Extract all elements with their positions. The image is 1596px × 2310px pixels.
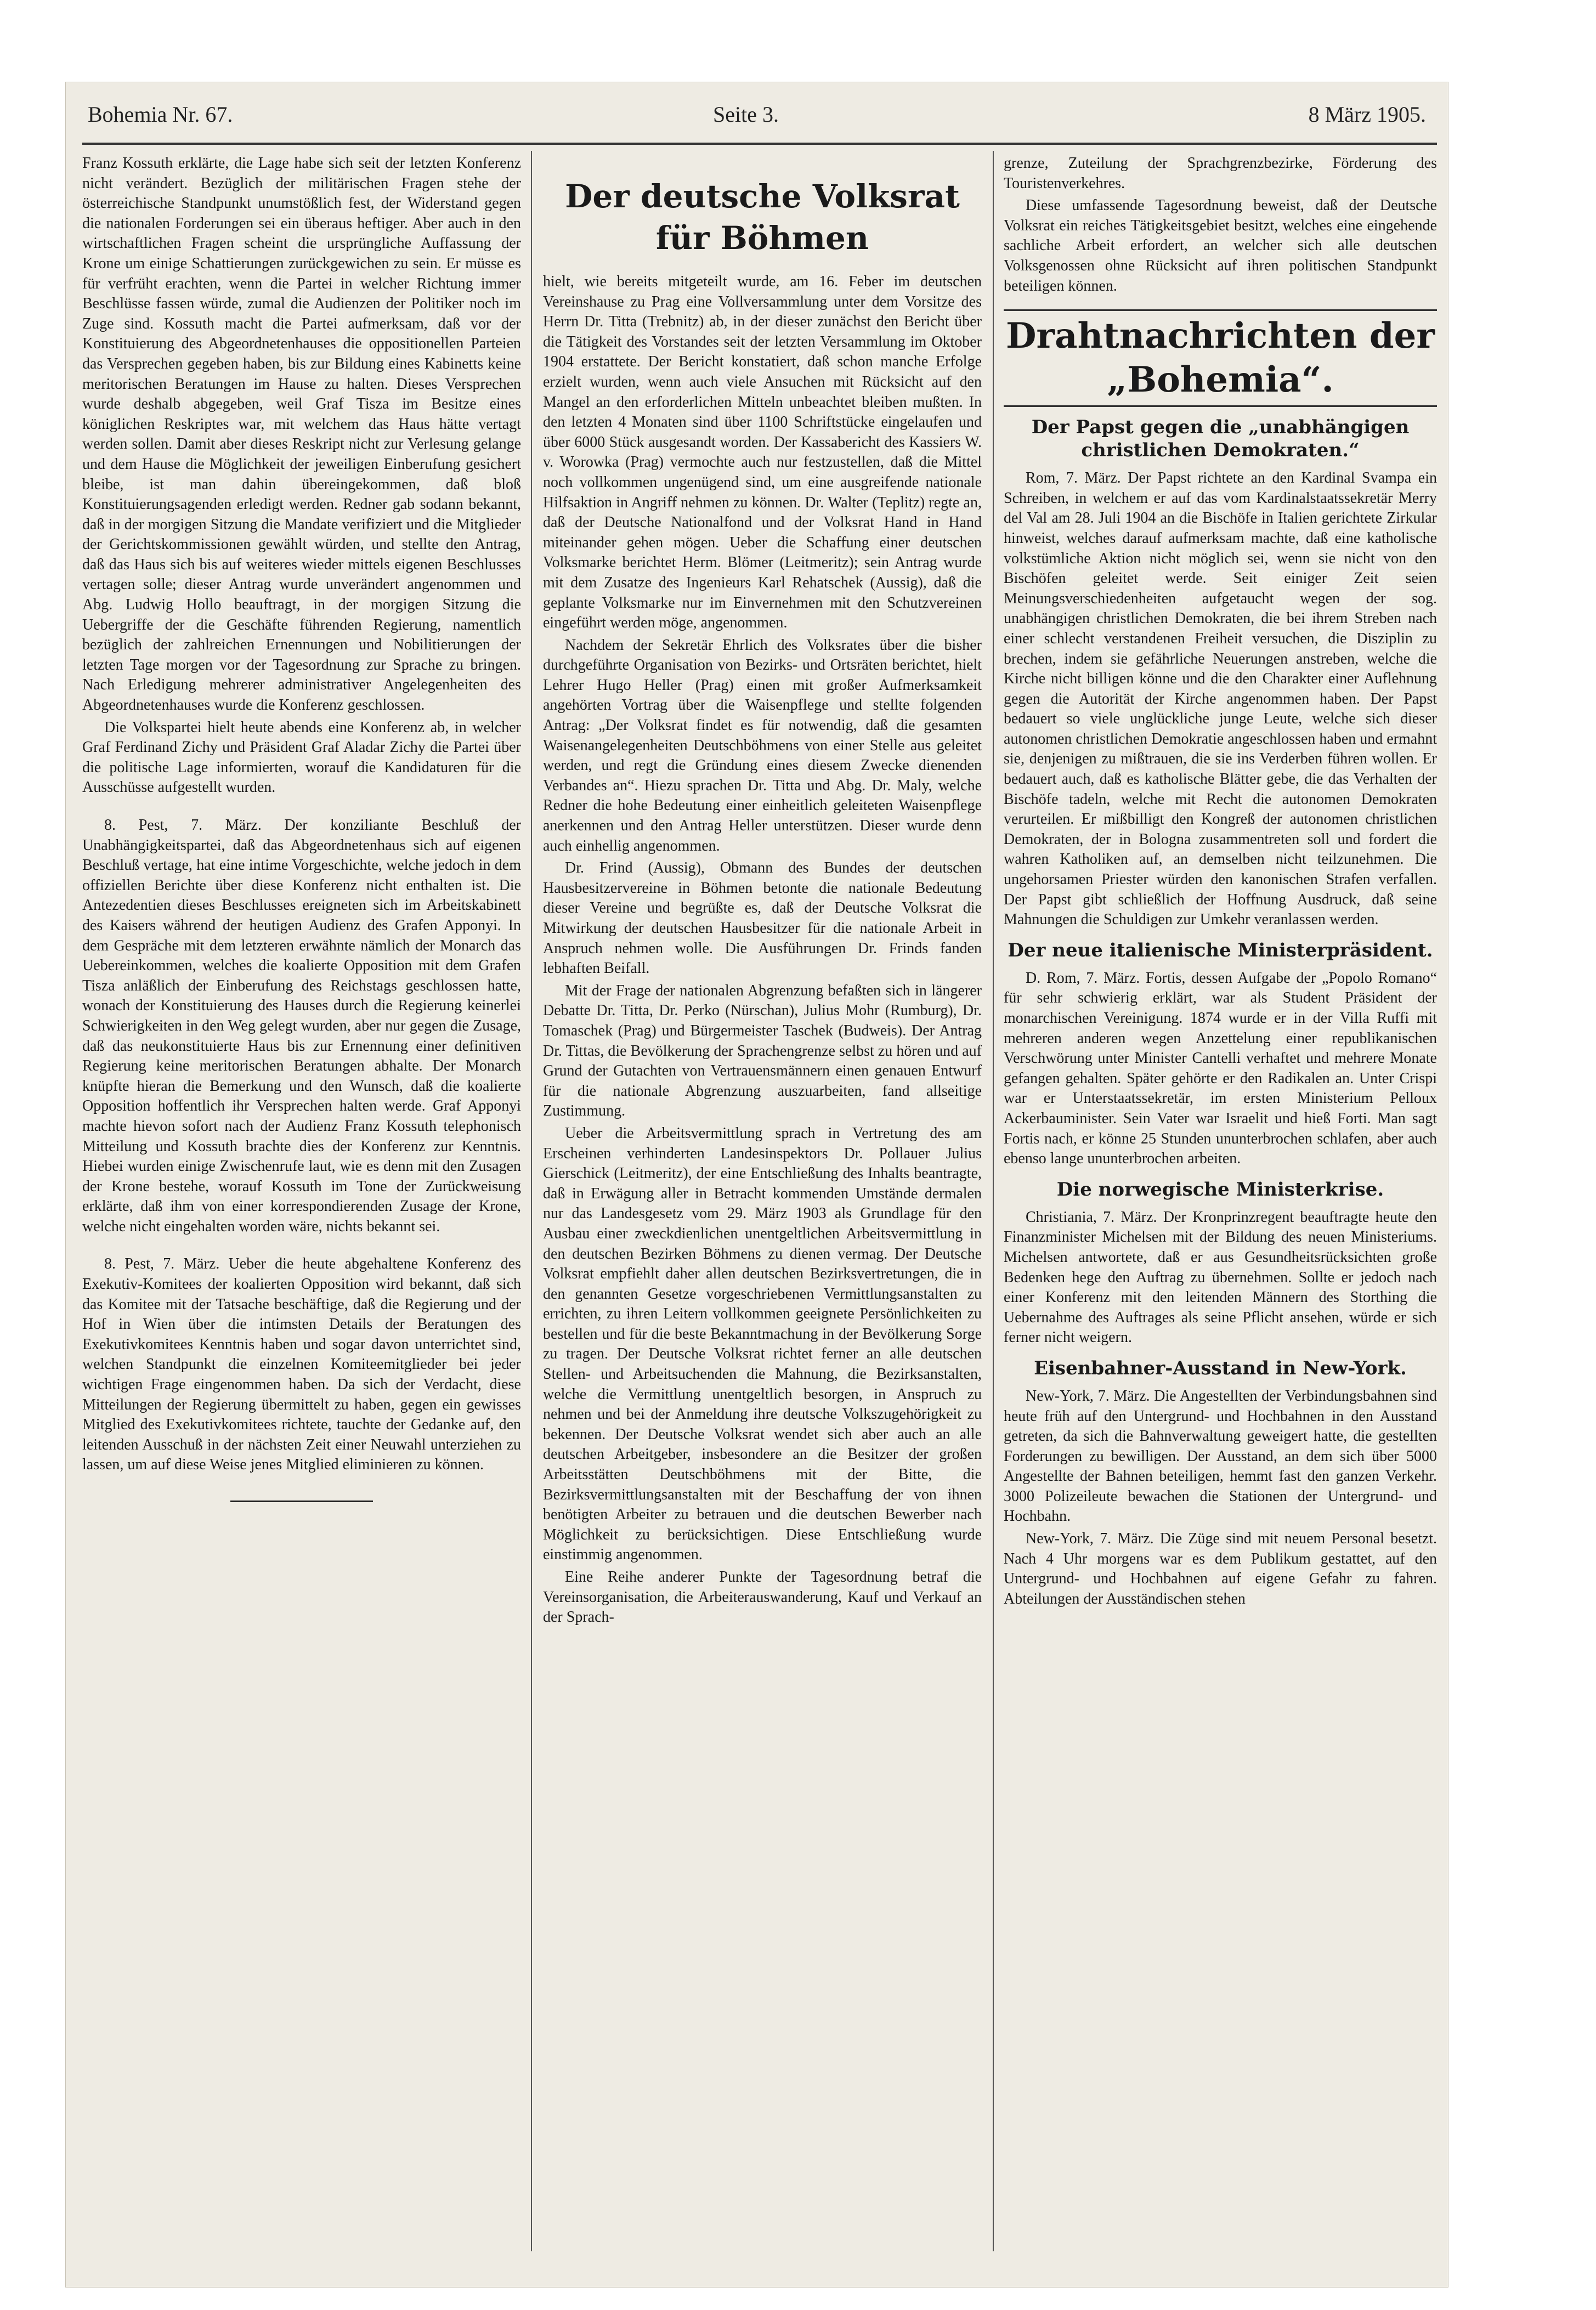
masthead-page-number: Seite 3. (713, 102, 779, 127)
column-1 (82, 154, 521, 2249)
newyork-paragraph-1: New-York, 7. März. Die Angestellten der Verbindungsbahnen sind heute früh auf den Untergrund- und Hochbahnen in den Ausstand getreten, da sich die Bahnverwaltung geweigert hatte, die gestellten Forderungen zu bewilligen. Der Ausstand, an dem sich über 5000 Angestellte der Bahnen beteiligen, hemmt fast den ganzen Verkehr. 3000 Polizeileute bewachen die Stationen der Untergrund- und Hochbahn. (1004, 1387, 1437, 1525)
volksrat-paragraph-3: Dr. Frind (Aussig), Obmann des Bundes der deutschen Hausbesitzervereine in Böhmen betonte die nationale Bedeutung dieser Vereine und begrüßte es, daß der Deutsche Volksrat die Mitwirkung der deutschen Hausbesitzer für die nationale Arbeit in Anspruch nehmen wolle. Die Ausführungen Dr. Frinds fanden lebhaften Beifall. (543, 859, 982, 977)
volksrat-closing-paragraph: Diese umfassende Tagesordnung beweist, daß der Deutsche Volksrat ein reiches Tätigkeitsgebiet besitzt, welches eine eingehende sachliche Arbeit erfordert, an welcher sich alle deutschen Volksgenossen ohne Rücksicht auf ihren politischen Standpunkt beteiligen können. (1004, 197, 1437, 295)
headline-ministerpraesident: Der neue italienische Ministerpräsident. (1008, 939, 1433, 961)
fortis-paragraph: D. Rom, 7. März. Fortis, dessen Aufgabe der „Popolo Romano“ für sehr schwierig erklärt, war als Student Präsident der monarchischen Vereinigung. 1874 wurde er in der Villa Ruffi mit mehreren anderen wegen Anzettelung einer republikanischen Verschwörung unter Minister Cantelli verhaftet und mehrere Monate gefangen gehalten. Später gehörte er den Radikalen an. Unter Crispi war er Unterstaatssekretär, im ersten Ministerium Pelloux Ackerbauminister. Sein Vater war Israelit und hieß Forti. Man sagt Fortis nach, er könne 25 Stunden ununterbrochen schlafen, aber auch ebenso lange ununterbrochen arbeiten. (1004, 969, 1437, 1168)
papst-paragraph: Rom, 7. März. Der Papst richtete an den Kardinal Svampa ein Schreiben, in welchem er auf das vom Kardinalstaatssekretär Merry del Val am 28. Juli 1904 an die Bischöfe in Italien gerichtete Zirkular hinweist, welches darauf aufmerksam machte, daß eine katholische volkstümliche Aktion nicht möglich sei, wenn sie nicht von den Bischöfen geleitet werde. Seit einiger Zeit seien Meinungsverschiedenheiten aufgetaucht wegen der sog. unabhängigen christlichen Demokraten, die bei ihrem Streben nach einer schlecht verstandenen Freiheit versuchen, die Disziplin zu brechen, indem sie gefährliche Neuerungen anstreben, welche die Kirche nicht billigen könne und die den Charakter einer Auflehnung gegen die Autorität der Kirche angenommen haben. Der Papst bedauert so viele unglückliche junge Leute, welche sich dieser autonomen christlichen Demokratie angeschlossen haben und ermahnt sie, denjenigen zu mißtrauen, die sie ins Verderben führen wollen. Er bedauert auch, daß es katholische Blätter gebe, die das Verhalten der Bischöfe tadeln, welche mit Recht die autonomen Demokraten verurteilen. Er mißbilligt den Kongreß der autonomen christlichen Demokraten, der in Bologna zusammentreten soll und fordert die wahren Katholiken auf, an demselben nicht teilzunehmen. Die ungehorsamen Priester würden den kanonischen Strafen verfallen. Der Papst gibt schließlich der Hoffnung Ausdruck, daß seine Mahnungen die Schuldigen zur Umkehr veranlassen werden. (1004, 469, 1437, 928)
christiania-paragraph: Christiania, 7. März. Der Kronprinzregent beauftragte heute den Finanzminister Michelsen mit der Bildung des neuen Ministeriums. Michelsen antwortete, daß er aus Gesundheitsrücksichten große Bedenken hege den Auftrag zu übernehmen. Sollte er jedoch nach einer Konferenz mit den leitenden Männern des Storthing die Uebernahme des Auftrages als seine Pflicht ansehen, würde er sich ferner nicht weigern. (1004, 1208, 1437, 1346)
column-divider-1 (531, 151, 532, 2251)
column-3 (1004, 154, 1437, 2260)
column-2 (543, 154, 982, 2260)
column-divider-2 (993, 151, 994, 2251)
headline-papst: Der Papst gegen die „unabhängigen christlichen Demokraten.“ (1031, 416, 1410, 462)
volksrat-paragraph-5: Ueber die Arbeitsvermittlung sprach in Vertretung des am Erscheinen verhinderten Landesinspektors Dr. Pollauer Julius Gierschick (Leitmeritz), der eine Entschließung des Inhalts beantragte, daß in Erwägung aller in Betracht kommenden Umstände dermalen nur das Landesgesetz vom 29. März 1903 als Grundlage für den Ausbau einer zweckdienlichen unentgeltlichen Arbeitsvermittlung in den deutschen Bezirken Böhmens zu dienen vermag. Der Deutsche Volksrat empfiehlt daher allen deutschen Bezirksvertretungen, die in den genannten Gesetze vorgeschriebenen Vermittlungsanstalten zu errichten, zu ihren Leitern vollkommen geeignete Persönlichkeiten zu bestellen und für die beste Bekanntmachung in der Bevölkerung Sorge zu tragen. Der Deutsche Volksrat richtet ferner an alle deutschen Stellen- und Arbeitsuchenden die Mahnung, die Bezirksanstalten, welche die Vermittlung unentgeltlich besorgen, in Anspruch zu nehmen und bei der Anmeldung ihre deutsche Volkszugehörigkeit zu bekennen. Der Deutsche Volksrat wendet sich aber auch an alle deutschen Arbeitgeber, insbesondere an die Besitzer der großen Arbeitsstätten Deutschböhmens mit der Bitte, die Bezirksvermittlungsanstalten mit der Beschaffung der von ihnen benötigten Arbeiter zu betrauen und die deutschen Bewerber nach Möglichkeit zu berücksichtigen. Diese Entschließung wurde einstimmig angenommen. (543, 1124, 982, 1564)
section-title-drahtnachrichten: Drahtnachrichten der „Bohemia“. (1004, 309, 1437, 407)
masthead (77, 101, 1437, 140)
volksrat-paragraph-2: Nachdem der Sekretär Ehrlich des Volksrates über die bisher durchgeführte Organisation von Bezirks- und Ortsräten berichtet, hielt Lehrer Hugo Heller (Prag) einen mit großer Aufmerksamkeit angehörten Vortrag über die Waisenpflege und stellte folgenden Antrag: „Der Volksrat findet es für notwendig, daß die gesamten Waisenangelegenheiten Deutschböhmens von einer Stelle aus geleitet werden, und regt die Gründung eines diesem Zwecke dienenden Verbandes an“. Hiezu sprachen Dr. Titta und Abg. Dr. Maly, welche Redner die hohe Bedeutung einer einheitlich geleiteten Waisenpflege anerkennen und den Antrag Heller unterstützen. Dieser wurde denn auch einhellig angenommen. (543, 636, 982, 854)
volksrat-paragraph-1: hielt, wie bereits mitgeteilt wurde, am 16. Feber im deutschen Vereinshause zu Prag eine Vollversammlung unter dem Vorsitze des Herrn Dr. Titta (Trebnitz) ab, in der dieser zunächst den Bericht über die Tätigkeit des Vorstandes seit der letzten Versammlung im Oktober 1904 erstattete. Der Bericht konstatiert, daß schon manche Erfolge erzielt wurden, wenn auch viele Ansuchen mit Rücksicht auf den Mangel an den erforderlichen Mitteln unbeachtet bleiben mußten. In den letzten 4 Monaten sind über 1100 Schriftstücke eingelaufen und über 6000 Stück ausgesandt worden. Der Kassabericht des Kassiers W. v. Worowka (Prag) vermochte auch nur festzustellen, daß die Mittel noch vollkommen ungenügend sind, um eine ausgreifende nationale Hilfsaktion in Angriff nehmen zu können. Dr. Walter (Teplitz) regte an, daß der Deutsche Nationalfond und der Volksrat Hand in Hand miteinander gehen mögen. Ueber die Schaffung einer deutschen Volksmarke berichtet Herm. Blömer (Leitmeritz); sein Antrag wurde mit dem Zusatze des Ingenieurs Karl Rehatschek (Aussig), daß die geplante Volksmarke nur im Einvernehmen mit den Schutzvereinen eingeführt werden möge, angenommen. (543, 273, 982, 632)
newspaper-page (66, 82, 1448, 2287)
header-rule (82, 143, 1437, 145)
article-volkspartei-paragraph: Die Volkspartei hielt heute abends eine Konferenz ab, in welcher Graf Ferdinand Zichy und Präsident Graf Aladar Zichy die Partei über die politische Lage informierten, worauf die Kandidaturen für die Ausschüsse aufgestellt wurden. (82, 718, 521, 796)
masthead-date: 8 März 1905. (1308, 102, 1426, 127)
article-pest-2-paragraph: 8. Pest, 7. März. Ueber die heute abgehaltene Konferenz des Exekutiv-Komitees der koalierten Opposition wird bekannt, daß sich das Komitee mit der Tatsache beschäftige, daß die Regierung und der Hof in Wien über die intimsten Details der Beratungen des Exekutivkomitees Kenntnis haben und sogar davon unterrichtet sind, welchen Standpunkt die einzelnen Komiteemitglieder bei jeder wichtigen Frage eingenommen haben. Da sich der Verdacht, diese Mitteilungen der Regierung übermittelt zu haben, gegen ein gewisses Mitglied des Exekutivkomitees richtete, tauchte der Gedanke auf, den leitenden Ausschuß in der nächsten Zeit einer Neuwahl unterziehen zu lassen, um auf diese Weise jenes Mitglied eliminieren zu können. (82, 1255, 521, 1474)
article-pest-1-paragraph: 8. Pest, 7. März. Der konziliante Beschluß der Unabhängigkeitspartei, daß das Abgeordnetenhaus sich auf eigenen Beschluß vertage, hat eine intime Vorgeschichte, welche jedoch in dem offiziellen Berichte über diese Konferenz nicht enthalten ist. Die Antezedentien dieses Beschlusses ereigneten sich im Arbeitskabinett des Kaisers während der heutigen Audienz des Grafen Apponyi. In dem Gespräche mit dem letzteren erwähnte nämlich der Monarch das Uebereinkommen, welches die koalierte Opposition mit dem Grafen Tisza anläßlich der Einberufung des Reichstags geschlossen hatte, wonach der Konstituierung des Hauses durch die Regierung keinerlei Schwierigkeiten in den Weg gelegt wurden, aber nur gegen die Zusage, daß das neukonstituierte Haus bis zur Ernennung einer definitiven Regierung keine meritorischen Beratungen abhalte. Der Monarch knüpfte hieran die Bemerkung und den Wunsch, daß die koalierte Opposition hoffentlich ihr Versprechen halten werde. Graf Apponyi machte hievon sofort nach der Audienz Franz Kossuth telephonisch Mitteilung und Kossuth brachte dies der Konferenz zur Kenntnis. Hiebei wurden einige Zwischenrufe laut, wie es denn mit den Zusagen der Krone bestehe, worauf Kossuth im Tone der Zurückweisung erklärte, daß ihm von einer korrespondierenden Zusage der Krone, welche nicht eingehalten worden wäre, nichts bekannt sei. (82, 817, 521, 1235)
article-title-volksrat: Der deutsche Volksrat für Böhmen (565, 178, 960, 257)
volksrat-paragraph-6: Eine Reihe anderer Punkte der Tagesordnung betraf die Vereinsorganisation, die Arbeiterauswanderung, Kauf und Verkauf an der Sprach- (543, 1569, 982, 1626)
newyork-paragraph-2: New-York, 7. März. Die Züge sind mit neuem Personal besetzt. Nach 4 Uhr morgens war es dem Publikum gestattet, auf den Untergrund- und Hochbahnen auf eigene Gefahr zu fahren. Abteilungen der Ausständischen stehen (1004, 1530, 1437, 1607)
article-end-rule (230, 1501, 373, 1502)
volksrat-paragraph-4: Mit der Frage der nationalen Abgrenzung befaßten sich in längerer Debatte Dr. Titta, Dr. Perko (Nürschan), Julius Mohr (Rumburg), Dr. Tomaschek (Prag) und Bürgermeister Taschek (Budweis). Der Antrag Dr. Tittas, die Bevölkerung der Sprachengrenze selbst zu hören und auf Grund der Gutachten von Vertrauensmännern einen genauen Entwurf für die nationale Abgrenzung auszuarbeiten, fand allseitige Zustimmung. (543, 982, 982, 1120)
volksrat-continuation: grenze, Zuteilung der Sprachgrenzbezirke, Förderung des Touristenverkehres. (1004, 155, 1437, 192)
masthead-paper-issue: Bohemia Nr. 67. (88, 102, 233, 127)
headline-norwegische-ministerkrise: Die norwegische Ministerkrise. (1056, 1178, 1384, 1201)
headline-eisenbahner-ausstand: Eisenbahner-Ausstand in New-York. (1034, 1357, 1407, 1379)
article-kossuth-paragraph: Franz Kossuth erklärte, die Lage habe sich seit der letzten Konferenz nicht verändert. Bezüglich der militärischen Fragen stehe der österreichische Standpunkt unumstößlich fest, der Widerstand gegen die nationalen Forderungen sei ein überaus heftiger. Aber auch in den wirtschaftlichen Fragen scheint die ursprüngliche Auffassung der Krone um einige Schattierungen zurückgewichen zu sein. Er müsse es für verfrüht erachten, wenn die Partei in welcher Richtung immer Beschlüsse fassen würde, zumal die Audienzen der Politiker noch im Zuge sind. Kossuth macht die Partei aufmerksam, daß vor der Konstituierung des Abgeordnetenhauses die oppositionellen Parteien das Versprechen gegeben haben, bis zur Bildung eines Kabinetts keine meritorischen Beratungen im Hause zu halten. Dieses Versprechen wurde deshalb abgegeben, weil Graf Tisza im Besitze eines königlichen Reskriptes war, mit welchem das Haus hätte vertagt werden sollen. Damit aber dieses Reskript nicht zur Verlesung gelange und dem Hause die Möglichkeit der jeweiligen Einberufung gesichert bleibe, ist man dahin übereingekommen, daß bloß Konstituierungsagenden erledigt werden. Redner gab sodann bekannt, daß in der morgigen Sitzung die Mandate verifiziert und die Mitglieder der Gerichtskommissionen gewählt würden, und stellte den Antrag, daß das Haus sich bis auf weiteres wieder mittels eigenen Beschlusses vertagen solle; dieser Antrag wurde unverändert angenommen und Abg. Ludwig Hollo beauftragt, in der morgigen Sitzung die Uebergriffe der die Geschäfte führenden Regierung, namentlich bezüglich der zahlreichen Ernennungen und Nobilitierungen der letzten Tage morgen vor der Tagesordnung zur Sprache zu bringen. Nach Erledigung mehrerer administrativer Angelegenheiten des Abgeordnetenhauses wurde die Konferenz geschlossen. (82, 155, 521, 714)
